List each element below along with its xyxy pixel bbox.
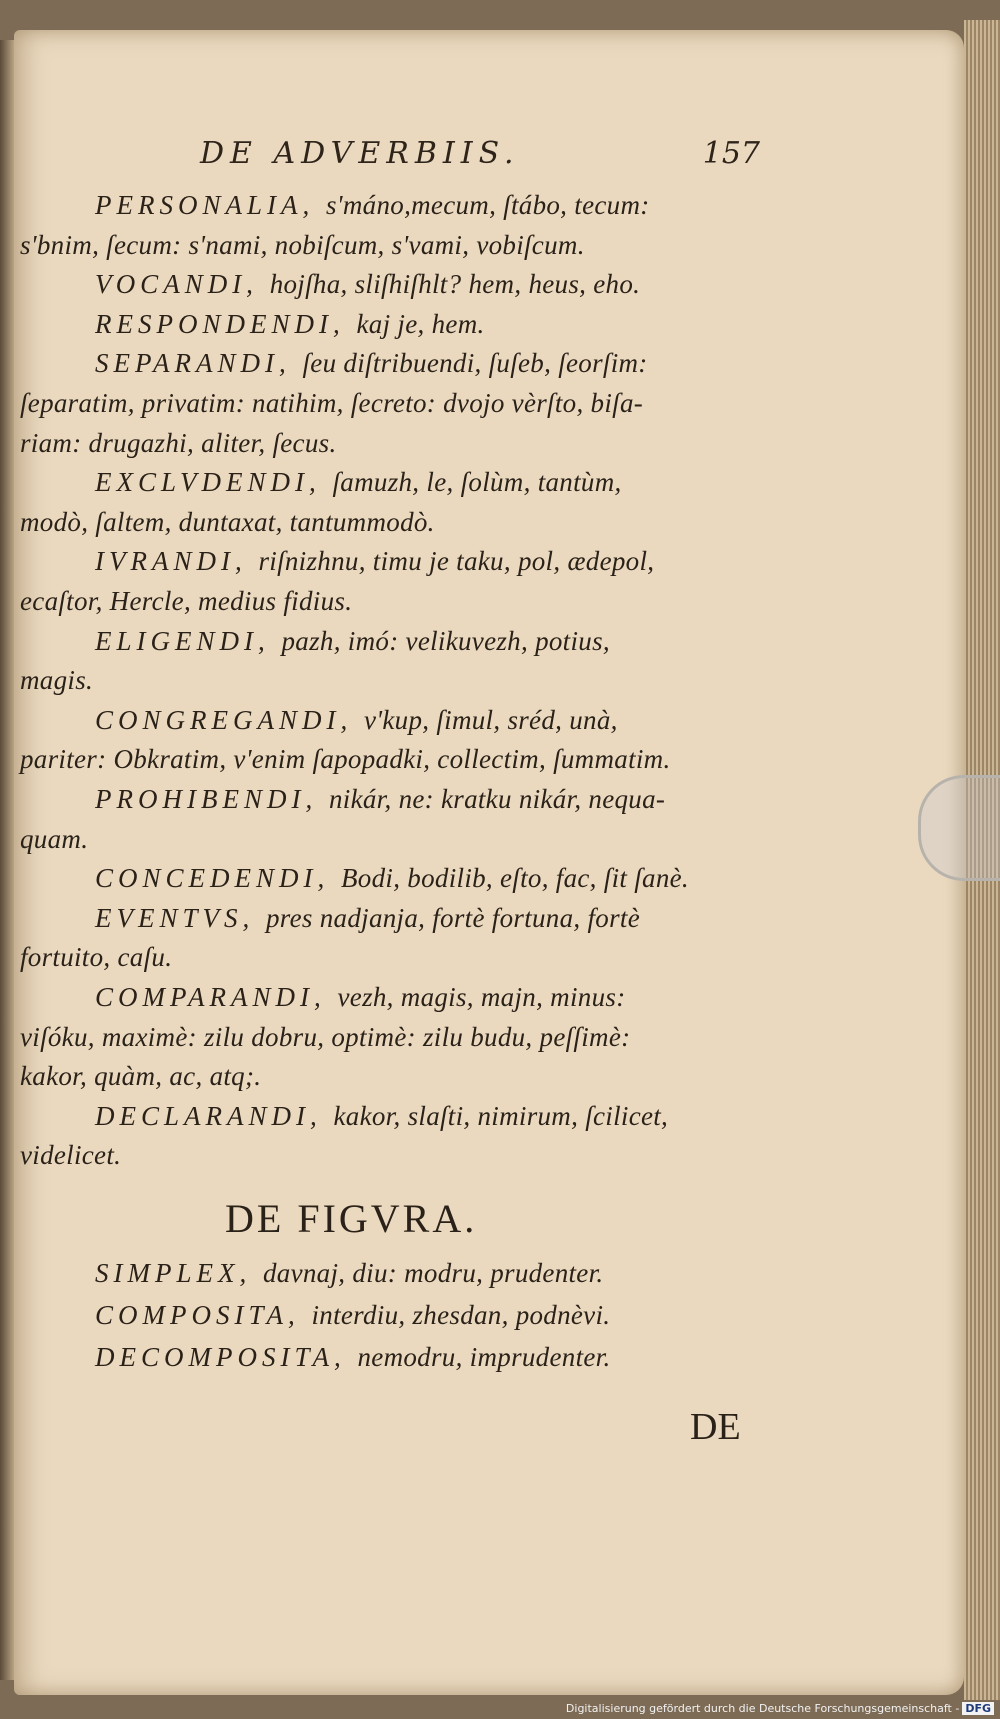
line-text: ſeparatim, privatim: natihim, ſecreto: dvojo vèrſto, biſa- — [20, 388, 644, 418]
line-text: Bodi, bodilib, eſto, fac, ſit ſanè. — [341, 863, 689, 894]
line-text: davnaj, diu: modru, prudenter. — [262, 1258, 604, 1288]
text-line — [20, 1140, 780, 1171]
category-term: EXCLVDENDI, — [95, 467, 333, 498]
line-text: videlicet. — [20, 1140, 122, 1171]
digitization-footer — [566, 1702, 994, 1715]
footer-text: Digitalisierung gefördert durch die Deutsche Forschungsgemeinschaft - — [565, 1702, 960, 1715]
text-line — [95, 309, 855, 340]
dfg-logo: DFG — [962, 1702, 994, 1715]
page-clip — [918, 775, 1000, 881]
category-term: EVENTVS, — [95, 902, 266, 933]
line-text: fortuito, caſu. — [20, 942, 173, 973]
category-term: RESPONDENDI, — [95, 308, 357, 339]
line-text: ecaſtor, Hercle, medius fidius. — [20, 586, 353, 616]
category-term: SEPARANDI, — [95, 348, 303, 379]
category-term: COMPOSITA, — [95, 1300, 312, 1330]
category-term: COMPARANDI, — [95, 982, 338, 1012]
line-text: pariter: Obkratim, v'enim ſapopadki, collectim, ſummatim. — [20, 744, 671, 775]
line-text: quam. — [20, 823, 89, 854]
category-term: ELIGENDI, — [95, 625, 282, 656]
line-text: riſnizhnu, timu je taku, pol, ædepol, — [258, 546, 655, 577]
text-line — [95, 1258, 855, 1289]
category-term: CONCEDENDI, — [95, 863, 342, 894]
category-term: CONGREGANDI, — [95, 704, 364, 735]
running-title: DE ADVERBIIS. — [200, 136, 520, 171]
previous-page-edge — [0, 40, 14, 1680]
section-heading: DE FIGVRA. — [225, 1196, 478, 1241]
text-line — [20, 388, 780, 419]
line-text: vezh, magis, majn, minus: — [337, 982, 626, 1012]
line-text: nemodru, imprudenter. — [357, 1342, 611, 1372]
line-text: v'kup, ſimul, sréd, unà, — [364, 704, 618, 735]
category-term: VOCANDI, — [95, 269, 270, 300]
category-term: PERSONALIA, — [95, 190, 326, 220]
text-line — [95, 903, 855, 934]
line-text: ſamuzh, le, ſolùm, tantùm, — [332, 467, 622, 498]
category-term: DECOMPOSITA, — [95, 1342, 358, 1372]
text-line — [95, 546, 855, 577]
line-text: magis. — [20, 665, 94, 696]
text-line — [95, 863, 855, 894]
category-term: DECLARANDI, — [95, 1100, 334, 1131]
category-term: IVRANDI, — [95, 546, 259, 577]
line-text: pres nadjanja, fortè fortuna, fortè — [266, 902, 640, 933]
text-line — [95, 1342, 855, 1373]
text-line — [95, 1101, 855, 1132]
text-line — [95, 190, 855, 221]
text-line — [20, 428, 780, 459]
text-line — [95, 348, 855, 379]
line-text: s'bnim, ſecum: s'nami, nobiſcum, s'vami, vobiſcum. — [20, 229, 585, 260]
category-term: PROHIBENDI, — [95, 784, 329, 814]
text-line — [20, 942, 780, 973]
text-line — [20, 665, 780, 696]
text-line — [20, 1022, 780, 1053]
text-line — [20, 744, 780, 775]
text-line — [20, 1061, 780, 1092]
line-text: interdiu, zhesdan, podnèvi. — [311, 1300, 611, 1330]
text-line — [95, 269, 855, 300]
line-text: kakor, slaſti, nimirum, ſcilicet, — [333, 1100, 669, 1131]
text-line — [95, 467, 855, 498]
line-text: ſeu diſtribuendi, ſuſeb, ſeorſim: — [302, 348, 648, 379]
line-text: viſóku, maximè: zilu dobru, optimè: zilu budu, peſſimè: — [20, 1021, 631, 1052]
text-line — [20, 824, 780, 855]
text-line — [95, 784, 855, 815]
text-line — [20, 586, 780, 617]
line-text: kakor, quàm, ac, atq;. — [20, 1061, 262, 1092]
text-line — [20, 507, 780, 538]
text-line — [95, 705, 855, 736]
running-header — [200, 136, 760, 171]
category-term: SIMPLEX, — [95, 1258, 263, 1288]
line-text: kaj je, hem. — [356, 308, 485, 339]
line-text: modò, ſaltem, duntaxat, tantummodò. — [20, 506, 435, 537]
text-line — [95, 626, 855, 657]
page-number: 157 — [702, 136, 760, 171]
text-line — [95, 982, 855, 1013]
catchword: DE — [690, 1406, 741, 1448]
text-line — [20, 230, 780, 261]
line-text: pazh, imó: velikuvezh, potius, — [281, 625, 610, 656]
line-text: hojſha, sliſhiſhlt? hem, heus, eho. — [269, 269, 641, 300]
line-text: s'máno,mecum, ſtábo, tecum: — [325, 190, 650, 220]
line-text: riam: drugazhi, aliter, ſecus. — [20, 427, 337, 458]
text-line — [95, 1300, 855, 1331]
line-text: nikár, ne: kratku nikár, nequa- — [328, 784, 666, 814]
